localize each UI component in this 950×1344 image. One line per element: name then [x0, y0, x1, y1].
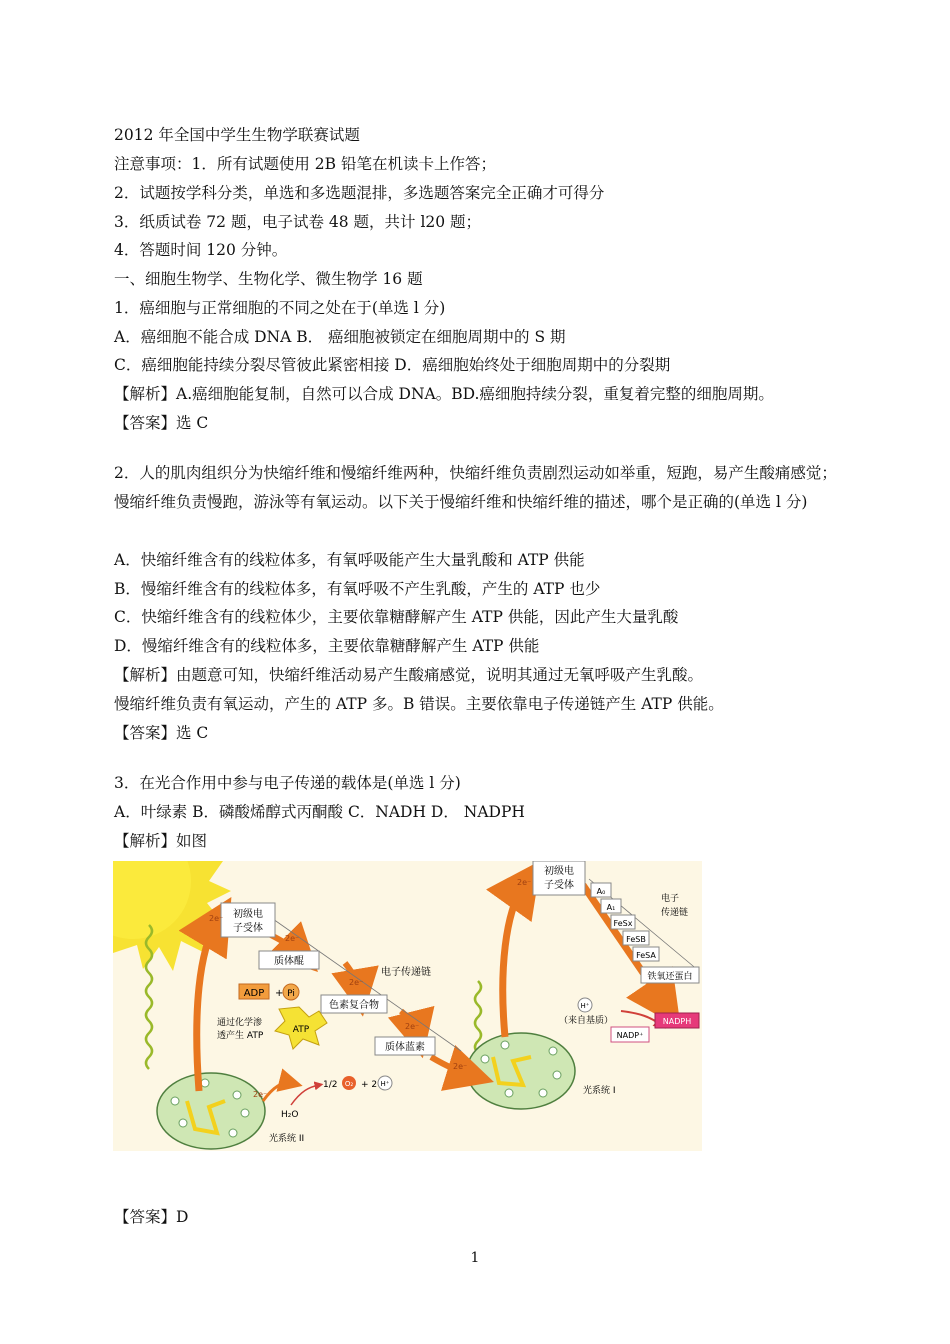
ferredoxin-label: 铁氧还蛋白 — [647, 972, 693, 982]
q2-answer: 【答案】选 C — [114, 724, 209, 742]
etc-label-1: 电子传递链 — [381, 967, 431, 978]
cytochrome-label: 色素复合物 — [329, 1000, 379, 1011]
note-3: 3．纸质试卷 72 题，电子试卷 48 题，共计 l20 题； — [114, 213, 482, 231]
photosynthesis-electron-transport-diagram — [113, 861, 702, 1151]
psi-acceptor-label-2: 子受体 — [544, 880, 574, 891]
fesb-label: FeSB — [626, 935, 646, 944]
adp-plus: + — [275, 988, 284, 999]
psi-acceptor-label-1: 初级电 — [544, 866, 574, 877]
oxygen-label: O₂ — [344, 1080, 354, 1088]
a1-label: A₁ — [606, 903, 616, 912]
h-from-stroma-label: （来自基质） — [559, 1016, 614, 1026]
e-label-4: 2e⁻ — [405, 1022, 420, 1031]
q1-answer: 【答案】选 C — [114, 414, 209, 432]
atp-caption-1: 通过化学渗 — [217, 1018, 263, 1028]
fesx-label: FeSx — [613, 919, 633, 928]
page-number: 1 — [470, 1250, 480, 1266]
q2-analysis-2: 慢缩纤维负责有氧运动，产生的 ATP 多。B 错误。主要依靠电子传递链产生 ATP 供能。 — [114, 695, 724, 713]
section-heading: 一、细胞生物学、生物化学、微生物学 16 题 — [114, 270, 423, 288]
doc-title: 2012 年全国中学生生物学联赛试题 — [114, 126, 360, 144]
note-4: 4．答题时间 120 分钟。 — [114, 241, 288, 259]
nadp-label: NADP⁺ — [616, 1031, 644, 1040]
oxygen-fraction: 1/2 — [323, 1080, 338, 1090]
pq-label: 质体醌 — [274, 956, 304, 967]
hplus-two: + 2 — [361, 1080, 378, 1090]
q2-option-d: D．慢缩纤维含有的线粒体多，主要依靠糖酵解产生 ATP 供能 — [114, 637, 540, 655]
note-2: 2．试题按学科分类，单选和多选题混排，多选题答案完全正确才可得分 — [114, 184, 605, 202]
nadph-label: NADPH — [662, 1017, 692, 1026]
q3-options: A．叶绿素 B．磷酸烯醇式丙酮酸 C．NADH D． NADPH — [114, 803, 525, 821]
q3-stem: 3．在光合作用中参与电子传递的载体是(单选 l 分) — [114, 774, 461, 792]
etc-label-2-line-2: 传递链 — [661, 908, 689, 918]
q2-analysis-1: 【解析】由题意可知，快缩纤维活动易产生酸痛感觉，说明其通过无氧呼吸产生乳酸。 — [114, 666, 704, 684]
atp-label: ATP — [292, 1025, 310, 1035]
e-label-6: 2e⁻ — [253, 1090, 268, 1099]
adp-label: ADP — [243, 988, 265, 999]
etc-label-2-line-1: 电子 — [661, 894, 680, 904]
q2-stem: 2．人的肌肉组织分为快缩纤维和慢缩纤维两种，快缩纤维负责剧烈运动如举重，短跑，易产生酸痛感觉；慢缩纤维负责慢跑，游泳等有氧运动。以下关于慢缩纤维和快缩纤维的描述，哪个是正确的(单选 l 分) — [114, 464, 837, 511]
q1-stem: 1．癌细胞与正常细胞的不同之处在于(单选 l 分) — [114, 299, 446, 317]
e-label-7: 2e⁻ — [517, 878, 532, 887]
water-label: H₂O — [281, 1110, 299, 1120]
hplus-label-1: H⁺ — [380, 1080, 390, 1088]
q2-option-b: B．慢缩纤维含有的线粒体多，有氧呼吸不产生乳酸，产生的 ATP 也少 — [114, 580, 601, 598]
q3-analysis: 【解析】如图 — [114, 832, 208, 850]
plastocyanin-label: 质体蓝素 — [385, 1042, 425, 1053]
a0-label: A₀ — [596, 887, 606, 896]
fesa-label: FeSA — [636, 951, 656, 960]
note-1: 注意事项：1．所有试题使用 2B 铅笔在机读卡上作答； — [114, 155, 496, 173]
q1-options-cd: C．癌细胞能持续分裂尽管彼此紧密相接 D．癌细胞始终处于细胞周期中的分裂期 — [114, 356, 671, 374]
e-label-2: 2e⁻ — [285, 934, 300, 943]
e-label-5: 2e⁻ — [453, 1062, 468, 1071]
q1-options-ab: A．癌细胞不能合成 DNA B． 癌细胞被锁定在细胞周期中的 S 期 — [114, 328, 566, 346]
atp-caption-2: 透产生 ATP — [217, 1031, 264, 1041]
hplus-label-2: H⁺ — [580, 1002, 590, 1010]
psii-acceptor-label-2: 子受体 — [233, 923, 263, 934]
pi-label: Pi — [287, 989, 295, 999]
q1-analysis: 【解析】A.癌细胞能复制，自然可以合成 DNA。BD.癌细胞持续分裂，重复着完整的细胞周期。 — [114, 385, 774, 403]
psii-label: 光系统 II — [269, 1134, 305, 1144]
e-label-3: 2e⁻ — [349, 978, 364, 987]
psii-acceptor-label-1: 初级电 — [233, 909, 263, 920]
psi-label: 光系统 I — [583, 1086, 616, 1096]
q2-option-a: A．快缩纤维含有的线粒体多，有氧呼吸能产生大量乳酸和 ATP 供能 — [114, 551, 585, 569]
q3-answer: 【答案】D — [114, 1208, 189, 1226]
q2-option-c: C．快缩纤维含有的线粒体少，主要依靠糖酵解产生 ATP 供能，因此产生大量乳酸 — [114, 608, 679, 626]
e-label-1: 2e⁻ — [209, 914, 224, 923]
